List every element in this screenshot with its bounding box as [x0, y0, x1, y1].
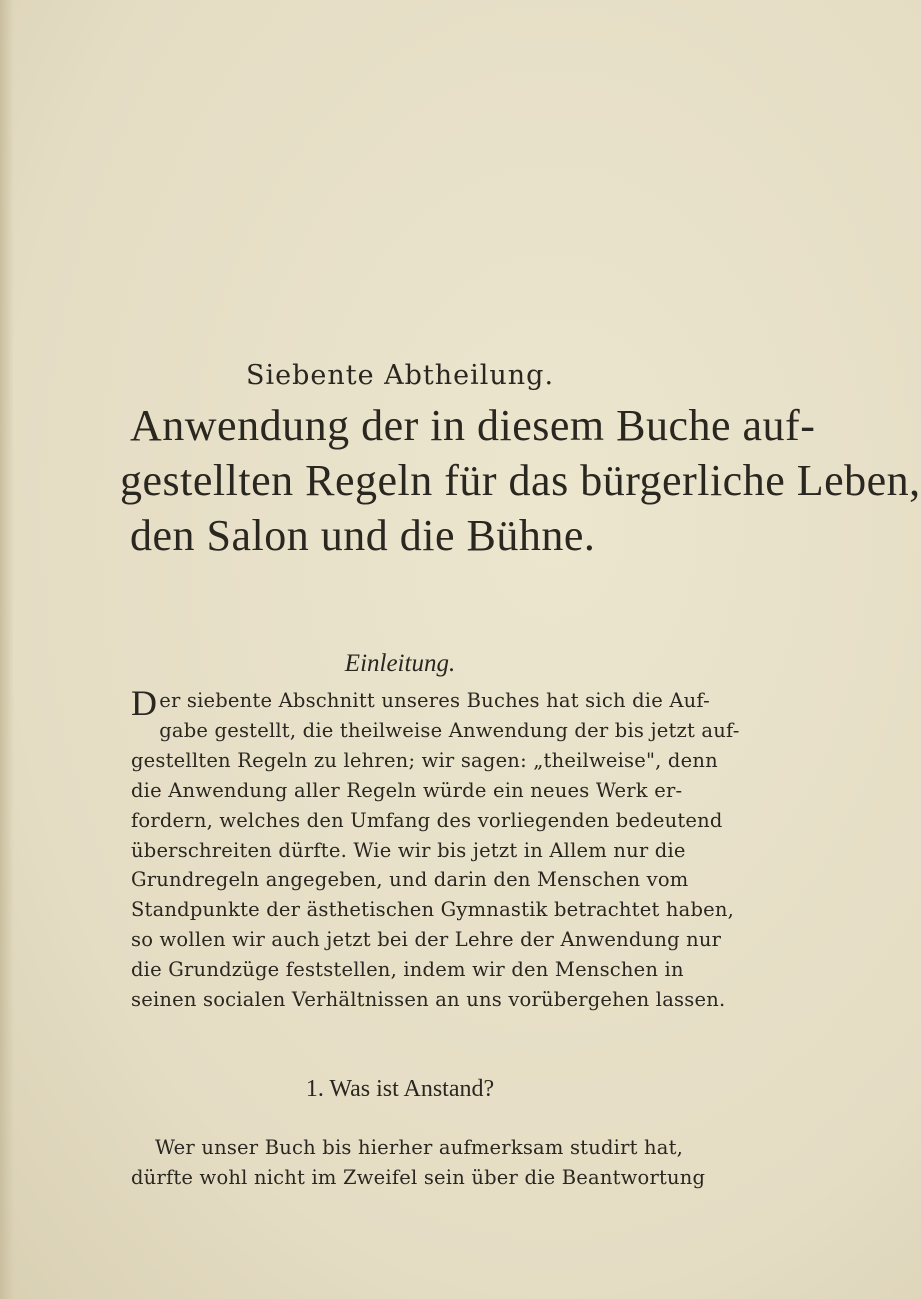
- chapter-title: [120, 398, 921, 563]
- section-paragraph: [131, 1133, 796, 1193]
- intro-heading: Einleitung.: [344, 650, 456, 677]
- drop-letter: D: [131, 683, 158, 723]
- text-line: gabe gestellt, die theilweise Anwendung der bis jetzt auf-: [159, 718, 740, 742]
- text-line: überschreiten dürfte. Wie wir bis jetzt in Allem nur die: [131, 838, 686, 862]
- title-line-3: den Salon und die Bühne.: [130, 511, 596, 560]
- title-line-1: Anwendung der in diesem Buche auf-: [130, 401, 816, 450]
- section-label: Siebente Abtheilung.: [245, 360, 555, 391]
- text-line: die Grundzüge feststellen, indem wir den Menschen in: [131, 958, 684, 982]
- text-line: dürfte wohl nicht im Zweifel sein über die Beantwortung: [131, 1165, 706, 1189]
- text-line: Standpunkte der ästhetischen Gymnastik betrachtet haben,: [131, 898, 735, 922]
- text-line: seinen socialen Verhältnissen an uns vorübergehen lassen.: [131, 988, 726, 1012]
- text-line: die Anwendung aller Regeln würde ein neues Werk er-: [131, 778, 683, 802]
- intro-paragraph: [131, 683, 796, 1015]
- title-line-2: gestellten Regeln für das bürgerliche Leben,: [120, 456, 921, 505]
- text-line: so wollen wir auch jetzt bei der Lehre der Anwendung nur: [131, 928, 722, 952]
- text-line: gestellten Regeln zu lehren; wir sagen: „theilweise", denn: [131, 748, 718, 772]
- text-line: Grundregeln angegeben, und darin den Menschen vom: [131, 868, 689, 892]
- text-line: er siebente Abschnitt unseres Buches hat sich die Auf-: [159, 689, 710, 712]
- text-line: fordern, welches den Umfang des vorliegenden bedeutend: [131, 808, 723, 832]
- section-subheading: 1. Was ist Anstand?: [305, 1076, 495, 1102]
- text-line: Wer unser Buch bis hierher aufmerksam studirt hat,: [155, 1136, 684, 1159]
